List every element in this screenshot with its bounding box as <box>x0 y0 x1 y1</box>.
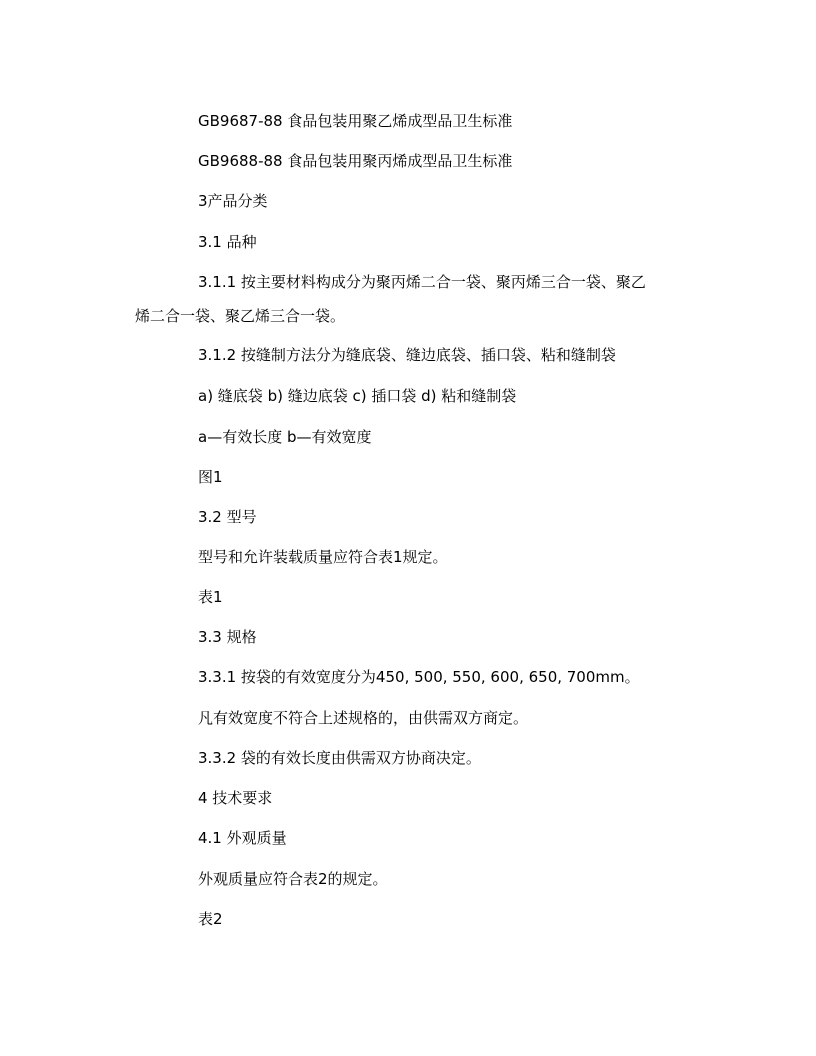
section-heading-3: 3产品分类 <box>198 192 268 210</box>
figure-legend: a—有效长度 b—有效宽度 <box>198 428 372 446</box>
standard-reference-gb9688: GB9688-88 食品包装用聚丙烯成型品卫生标准 <box>198 152 513 170</box>
section-heading-3-2: 3.2 型号 <box>198 508 257 526</box>
clause-3-1-1-line-2: 烯二合一袋、聚乙烯三合一袋。 <box>135 307 346 325</box>
standard-reference-gb9687: GB9687-88 食品包装用聚乙烯成型品卫生标准 <box>198 112 513 130</box>
table-2-label: 表2 <box>198 910 223 928</box>
clause-3-3-1: 3.3.1 按袋的有效宽度分为450, 500, 550, 600, 650, 700mm。 <box>198 668 640 686</box>
clause-3-3-2: 3.3.2 袋的有效长度由供需双方协商决定。 <box>198 749 481 767</box>
section-heading-4-1: 4.1 外观质量 <box>198 829 287 847</box>
clause-3-1-1-line-1: 3.1.1 按主要材料构成分为聚丙烯二合一袋、聚丙烯三合一袋、聚乙 <box>198 273 646 291</box>
model-requirement-text: 型号和允许装载质量应符合表1规定。 <box>198 548 448 566</box>
section-heading-3-3: 3.3 规格 <box>198 628 257 646</box>
nonstandard-width-note: 凡有效宽度不符合上述规格的，由供需双方商定。 <box>198 709 529 727</box>
section-heading-4: 4 技术要求 <box>198 789 273 807</box>
figure-subcaptions: a) 缝底袋 b) 缝边底袋 c) 插口袋 d) 粘和缝制袋 <box>198 387 517 405</box>
section-heading-3-1: 3.1 品种 <box>198 233 257 251</box>
appearance-requirement-text: 外观质量应符合表2的规定。 <box>198 870 388 888</box>
clause-3-1-2: 3.1.2 按缝制方法分为缝底袋、缝边底袋、插口袋、粘和缝制袋 <box>198 346 616 364</box>
figure-1-label: 图1 <box>198 468 223 486</box>
table-1-label: 表1 <box>198 588 223 606</box>
